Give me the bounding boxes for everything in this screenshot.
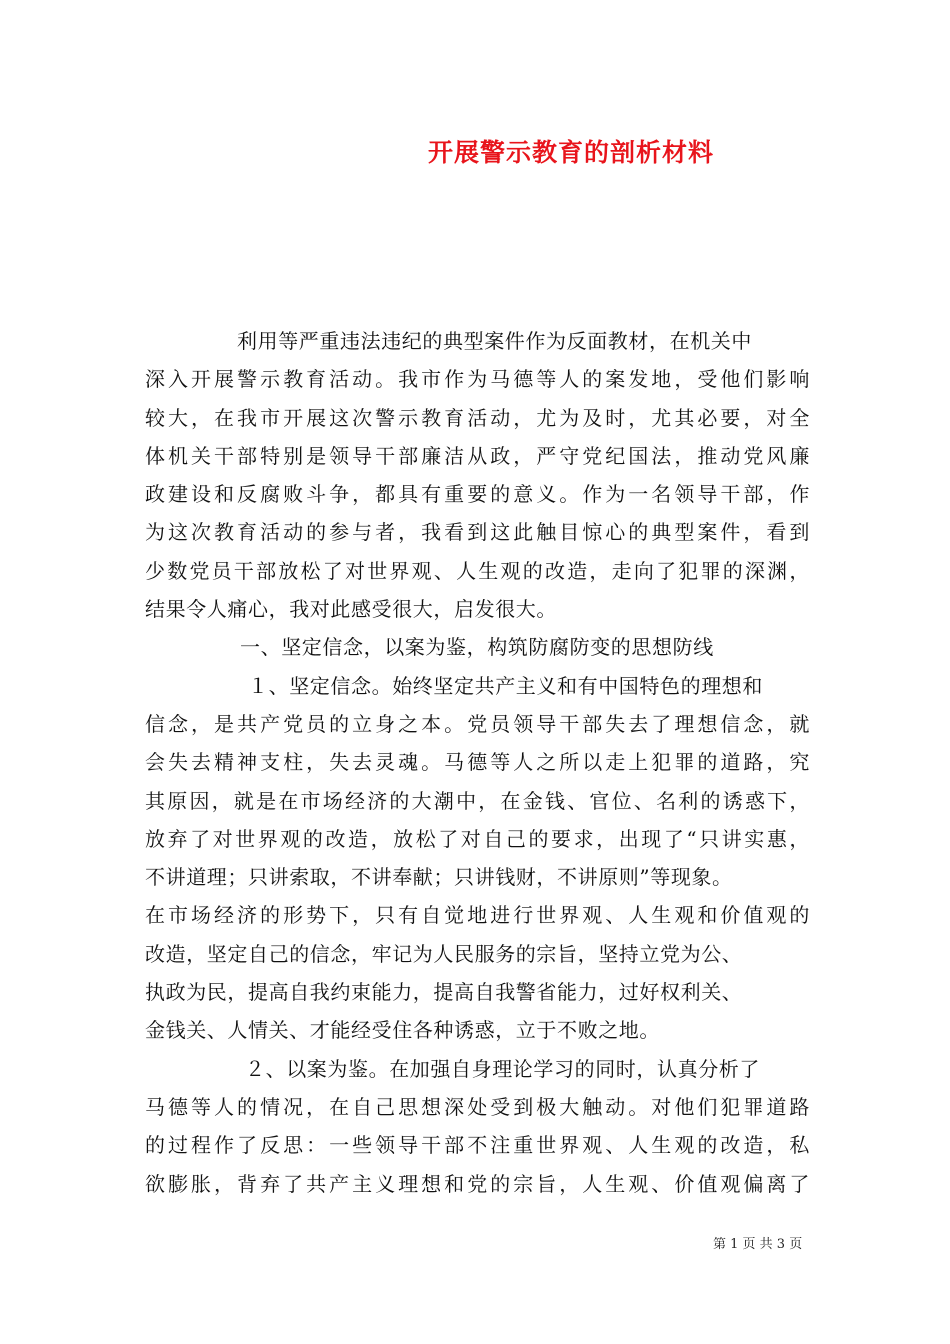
paragraph-line: 结果令人痛心，我对此感受很大，启发很大。: [145, 597, 557, 622]
page-number-footer: 第 1 页 共 3 页: [713, 1237, 803, 1252]
paragraph-line: 执政为民，提高自我约束能力，提高自我警省能力，过好权利关、: [145, 980, 743, 1005]
paragraph-line: 体机关干部特别是领导干部廉洁从政，严守党纪国法，推动党风廉: [145, 443, 810, 468]
paragraph-line: 会失去精神支柱，失去灵魂。马德等人之所以走上犯罪的道路，究: [145, 750, 810, 775]
paragraph-line: 不讲道理；只讲索取，不讲奉献；只讲钱财，不讲原则”等现象。: [145, 865, 733, 890]
paragraph-line: 的过程作了反思：一些领导干部不注重世界观、人生观的改造，私: [145, 1133, 810, 1158]
paragraph-line: 在市场经济的形势下，只有自觉地进行世界观、人生观和价值观的: [145, 903, 810, 928]
paragraph-line: 马德等人的情况，在自己思想深处受到极大触动。对他们犯罪道路: [145, 1094, 810, 1119]
paragraph-line: 金钱关、人情关、才能经受住各种诱惑，立于不败之地。: [145, 1018, 660, 1043]
paragraph-line: ２、以案为鉴。在加强自身理论学习的同时，认真分析了: [245, 1056, 760, 1081]
paragraph-line: 为这次教育活动的参与者，我看到这此触目惊心的典型案件，看到: [145, 520, 810, 545]
paragraph-line: 深入开展警示教育活动。我市作为马德等人的案发地，受他们影响: [145, 367, 810, 392]
document-body: [145, 322, 810, 1203]
paragraph-line: 放弃了对世界观的改造，放松了对自己的要求，出现了“只讲实惠，: [145, 826, 810, 851]
paragraph-line: 改造，坚定自己的信念，牢记为人民服务的宗旨，坚持立党为公、: [145, 941, 743, 966]
paragraph-line: 较大，在我市开展这次警示教育活动，尤为及时，尤其必要，对全: [145, 405, 810, 430]
paragraph-line: 政建设和反腐败斗争，都具有重要的意义。作为一名领导干部，作: [145, 482, 810, 507]
paragraph-line: １、坚定信念。始终坚定共产主义和有中国特色的理想和: [248, 673, 763, 698]
section-heading: 一、坚定信念，以案为鉴，构筑防腐防变的思想防线: [240, 635, 714, 660]
document-title: 开展警示教育的剖析材料: [428, 138, 715, 167]
paragraph-line: 利用等严重违法违纪的典型案件作为反面教材，在机关中: [237, 329, 752, 353]
paragraph-line: 欲膨胀，背弃了共产主义理想和党的宗旨，人生观、价值观偏离了: [145, 1171, 810, 1196]
paragraph-line: 其原因，就是在市场经济的大潮中，在金钱、官位、名利的诱惑下，: [145, 788, 810, 813]
paragraph-line: 少数党员干部放松了对世界观、人生观的改造，走向了犯罪的深渊，: [145, 558, 810, 583]
paragraph-line: 信念，是共产党员的立身之本。党员领导干部失去了理想信念，就: [145, 711, 810, 736]
